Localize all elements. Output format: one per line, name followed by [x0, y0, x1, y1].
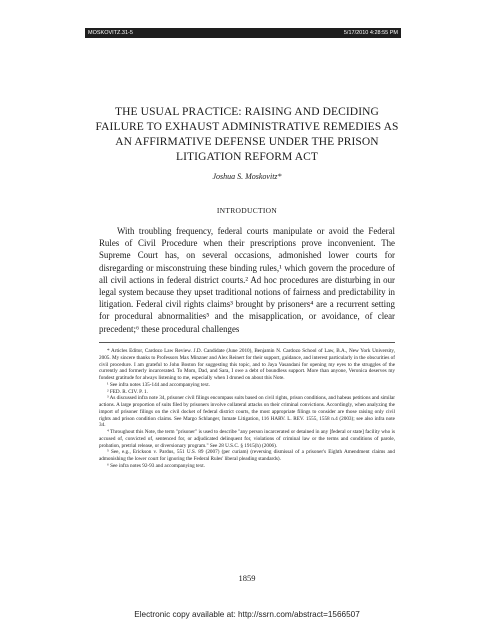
footnote-6: ⁶ See infra notes 92-93 and accompanying text.	[107, 462, 206, 469]
footnote-star: * Articles Editor, Cardozo Law Review. J.D. Candidate (June 2010), Benjamin N. Cardozo School of Law, B.A., New York University, 2005. My sincere thanks to Professors Max Minzner and Alex Reinert for their support, guidance, and interest particularly in the obscurities of civil procedure. I am grateful to John Boston for suggesting this topic, and to Jaya Vasandani for opening my eyes to the struggles of the currently and formerly incarcerated. To Mom, Dad, and Sara, I owe a debt of boundless support. More than anyone, Veronica deserves my fondest gratitude for always listening to me, especially when I droned on about this Note.	[99, 348, 395, 381]
running-header-left: MOSKOVITZ.31-5	[88, 30, 133, 36]
footnote-1: ¹ See infra notes 135-144 and accompanying text.	[107, 381, 210, 388]
article-title: THE USUAL PRACTICE: RAISING AND DECIDING FAILURE TO EXHAUST ADMINISTRATIVE REMEDIES AS AN AFFIRMATIVE DEFENSE UNDER THE PRISON LITIGATION REFORM ACT	[95, 106, 399, 163]
section-heading: INTRODUCTION	[216, 206, 278, 215]
page-number: 1859	[238, 573, 256, 583]
ssrn-footer-link[interactable]: Electronic copy available at: http://ssrn.com/abstract=1566507	[134, 610, 360, 619]
footnote-5: ⁵ See, e.g., Erickson v. Pardus, 551 U.S. 89 (2007) (per curiam) (reversing dismissal of a prisoner's Eighth Amendment claims and admonishing the lower court for ignoring the Federal Rules' liberal pleading standards).	[99, 449, 395, 462]
footnote-4: ⁴ Throughout this Note, the term "prisoner" is used to describe "any person incarcerated or detained in any [federal or state] facility who is accused of, convicted of, sentenced for, or adjudicated delinquent for, violations of criminal law or the terms and conditions of parole, probation, pretrial release, or diversionary program." See 28 U.S.C. § 1915(h) (2006).	[99, 429, 395, 449]
running-header	[85, 28, 401, 38]
footnote-3: ³ As discussed infra note 34, prisoner civil filings encompass suits based on civil rights, prison conditions, and habeas petitions and similar actions. A large proportion of suits filed by prisoners involve collateral attacks on their criminal convictions. Accordingly, when analyzing the import of prisoner filings on the civil docket of federal district courts, the most appropriate filings to consider are those raising only civil rights and prison condition claims. See Margo Schlanger, Inmate Litigation, 116 HARV. L. REV. 1555, 1558 n.4 (2003); see also infra note 34.	[99, 395, 395, 429]
footnote-2: ² FED. R. CIV. P. 1.	[107, 388, 148, 395]
footnotes	[99, 348, 395, 470]
body-paragraph: With troubling frequency, federal courts manipulate or avoid the Federal Rules of Civil Procedure when their prescriptions prove inconvenient. The Supreme Court has, on several occasions, admonished lower courts for disregarding or misconstruing these binding rules,¹ which govern the procedure of all civil actions in federal district courts.² Ad hoc procedures are disturbing in our legal system because they upset traditional notions of fairness and predictability in litigation. Federal civil rights claims³ brought by prisoners⁴ are a recurrent setting for procedural abnormalities⁵ and the misapplication, or avoidance, of clear precedent;⁶ these procedural challenges	[99, 226, 395, 334]
running-header-right: 5/17/2010 4:28:55 PM	[343, 30, 398, 36]
author-name: Joshua S. Moskovitz*	[212, 172, 282, 181]
body-text	[99, 225, 395, 335]
footnote-divider	[99, 342, 395, 343]
